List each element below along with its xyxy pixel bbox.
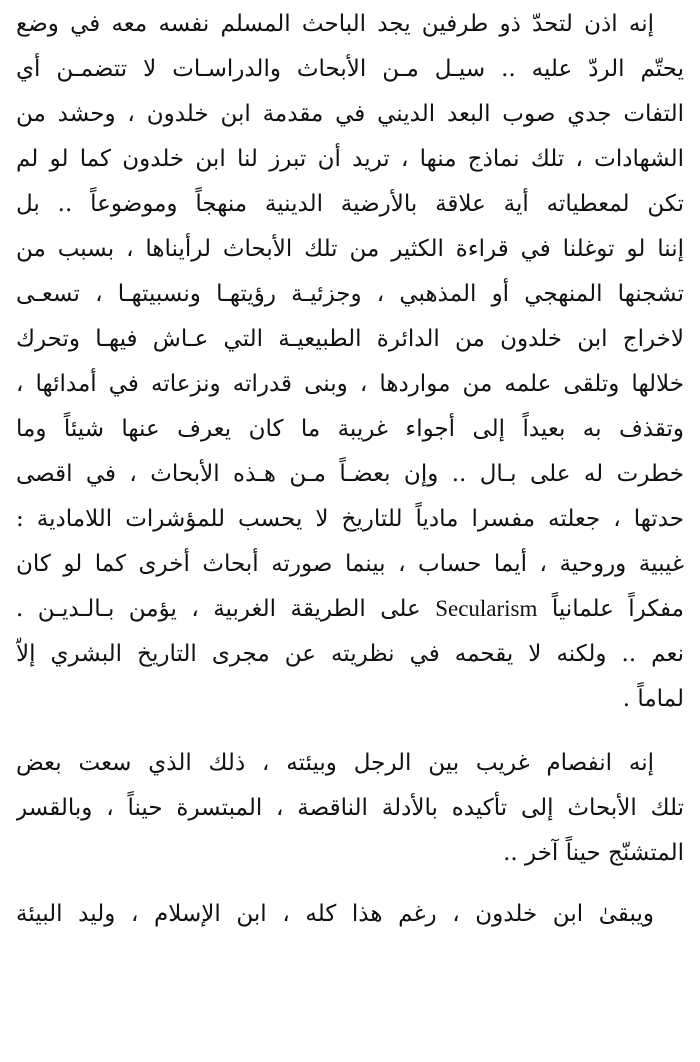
paragraph-1-line-3: التفات جدي صوب البعد الديني في مقدمة ابن خلدون ، وحشد من <box>16 101 684 127</box>
paragraph-1-line-15: نعم .. ولكنه لا يقحمه في نظريته عن مجرى التاريخ البشري إلاّ <box>16 641 684 667</box>
line-14-arabic-end: على الطريقة الغربية ، يؤمن بـالـديـن . <box>16 596 421 622</box>
paragraph-1-line-4: الشهادات ، تلك نماذج منها ، تريد أن تبرز لنا ابن خلدون كما لو لم <box>16 146 684 172</box>
paragraph-1-line-13: غيبية وروحية ، أيما حساب ، بينما صورته أبحاث أخرى كما لو كان <box>16 551 684 577</box>
paragraph-1-line-8: لاخراج ابن خلدون من الدائرة الطبيعيـة التي عـاش فيهـا وتحرك <box>16 326 684 352</box>
paragraph-1-line-16: لماماً . <box>622 686 684 712</box>
paragraph-1-line-10: وتقذف به بعيداً إلى أجواء غريبة ما كان يعرف عنها شيئاً وما <box>16 416 684 442</box>
paragraph-1-line-2: يحتّم الردّ عليه .. سيـل مـن الأبحاث والدراسـات لا تتضمـن أي <box>16 56 684 82</box>
paragraph-1-line-6: إننا لو توغلنا في قراءة الكثير من تلك الأبحاث لرأيناها ، بسبب من <box>16 236 684 262</box>
paragraph-2-line-3: المتشنّج حيناً آخر .. <box>503 840 684 866</box>
paragraph-1-line-9: خلالها وتلقى علمه من مواردها ، وبنى قدراته ونزعاته في أمدائها ، <box>16 371 684 397</box>
line-14-arabic-start: مفكراً علمانياً <box>537 596 684 622</box>
paragraph-1-line-12: حدتها ، جعلته مفسرا مادياً للتاريخ لا يحسب للمؤشرات اللامادية : <box>16 506 684 532</box>
paragraph-1-line-5: تكن لمعطياته أية علاقة بالأرضية الدينية منهجاً وموضوعاً .. بل <box>16 191 684 217</box>
paragraph-2-line-1: إنه انفصام غريب بين الرجل وبيئته ، ذلك الذي سعت بعض <box>16 750 654 776</box>
paragraph-1-line-1: إنه اذن لتحدّ ذو طرفين يجد الباحث المسلم نفسه معه في وضع <box>16 11 654 37</box>
paragraph-1-line-14 <box>16 589 684 629</box>
paragraph-1-line-11: خطرت له على بـال .. وإن بعضـاً مـن هـذه الأبحاث ، في اقصى <box>16 461 684 487</box>
paragraph-1-line-7: تشجنها المنهجي أو المذهبي ، وجزئيـة رؤيتهـا ونسبيتهـا ، تسعـى <box>16 281 684 307</box>
paragraph-2-line-2: تلك الأبحاث إلى تأكيده بالأدلة الناقصة ، المبتسرة حيناً ، وبالقسر <box>16 795 684 821</box>
latin-term-secularism: Secularism <box>435 596 538 621</box>
paragraph-3-line-1: ويبقىٰ ابن خلدون ، رغم هذا كله ، ابن الإسلام ، وليد البيئة <box>16 901 654 927</box>
